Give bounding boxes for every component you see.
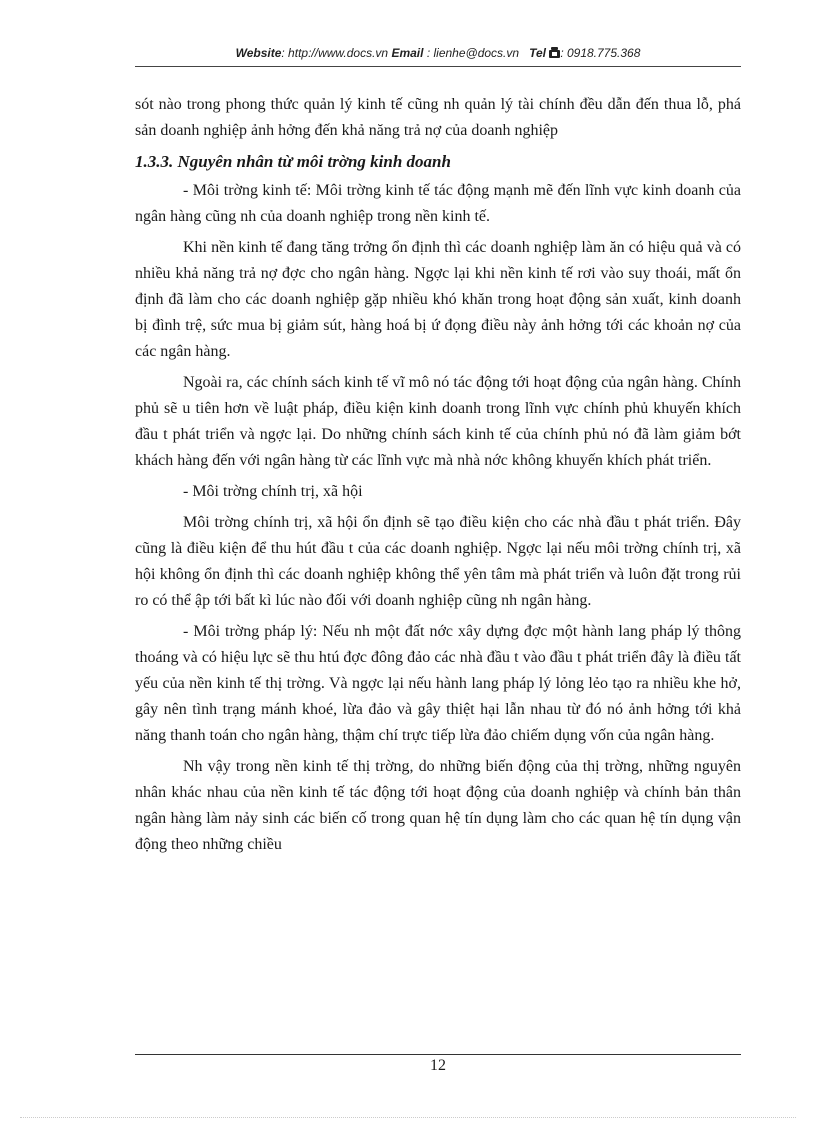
section-heading: 1.3.3. Nguyên nhân từ môi trờng kinh doanh [135,152,451,171]
document-body [135,92,741,863]
paragraph: Môi trờng chính trị, xã hội ổn định sẽ tạo điều kiện cho các nhà đầu t phát triển. Đây cũng là điều kiện để thu hút đầu t của các doanh nghiệp. Ngợc lại nếu môi trờng chính trị, xã hội không ổn định thì các doanh nghiệp không thể yên tâm mà phát triển và luôn đặt trong rủi ro có thể ập tới bất kì lúc nào đối với doanh nghiệp cũng nh ngân hàng. [135,514,741,609]
website-label: Website [235,46,282,60]
email-value: : lienhe@docs.vn [426,46,520,60]
email-label: Email [391,46,424,60]
header-divider [135,66,741,67]
page-bottom-border [20,1117,796,1118]
footer-divider [135,1054,741,1055]
paragraph: Khi nền kinh tế đang tăng trởng ổn định thì các doanh nghiệp làm ăn có hiệu quả và có nhiều khả năng trả nợ đợc cho ngân hàng. Ngợc lại khi nền kinh tế rơi vào suy thoái, mất ổn định đã làm cho các doanh nghiệp gặp nhiều khó khăn trong hoạt động sản xuất, kinh doanh bị đình trệ, sức mua bị giảm sút, hàng hoá bị ứ đọng điều này ảnh hởng tới các khoản nợ của các ngân hàng. [135,239,741,360]
website-value: : http://www.docs.vn [281,46,389,60]
paragraph: Nh vậy trong nền kinh tế thị trờng, do những biến động của thị trờng, những nguyên nhân khác nhau của nền kinh tế tác động tới hoạt động của doanh nghiệp và chính bản thân ngân hàng làm nảy sinh các biến cố trong quan hệ tín dụng làm cho các quan hệ tín dụng vận động theo những chiều [135,758,741,853]
page-number: 12 [430,1057,446,1074]
paragraph: - Môi trờng kinh tế: Môi trờng kinh tế tác động mạnh mẽ đến lĩnh vực kinh doanh của ngân hàng cũng nh của doanh nghiệp trong nền kinh tế. [135,182,741,225]
paragraph: - Môi trờng chính trị, xã hội [183,483,363,500]
phone-icon [549,47,560,61]
tel-label: Tel [529,46,546,60]
paragraph: Ngoài ra, các chính sách kinh tế vĩ mô nó tác động tới hoạt động của ngân hàng. Chính phủ sẽ u tiên hơn về luật pháp, điều kiện kinh doanh trong lĩnh vực chính phủ khuyến khích đầu t phát triển và ngợc lại. Do những chính sách kinh tế của chính phủ nó đã làm giảm bớt khách hàng đến với ngân hàng từ các lĩnh vực mà nhà nớc không khuyến khích phát triển. [135,374,741,469]
paragraph: sót nào trong phong thức quản lý kinh tế cũng nh quản lý tài chính đều dẫn đến thua lỗ, phá sản doanh nghiệp ảnh hởng đến khả năng trả nợ của doanh nghiệp [135,96,741,139]
page-header [135,46,741,61]
paragraph: - Môi trờng pháp lý: Nếu nh một đất nớc xây dựng đợc một hành lang pháp lý thông thoáng và có hiệu lực sẽ thu htú đợc đông đảo các nhà đầu t vào đầu t phát triển đây là điều tất yếu của nền kinh tế thị trờng. Và ngợc lại nếu hành lang pháp lý lỏng lẻo tạo ra nhiều khe hở, gây nên tình trạng mánh khoé, lừa đảo và gây thiệt hại lẫn nhau từ đó nó ảnh hởng tới khả năng thanh toán cho ngân hàng, thậm chí trực tiếp lừa đảo chiếm dụng vốn của ngân hàng. [135,623,741,744]
tel-value: : 0918.775.368 [560,46,641,60]
